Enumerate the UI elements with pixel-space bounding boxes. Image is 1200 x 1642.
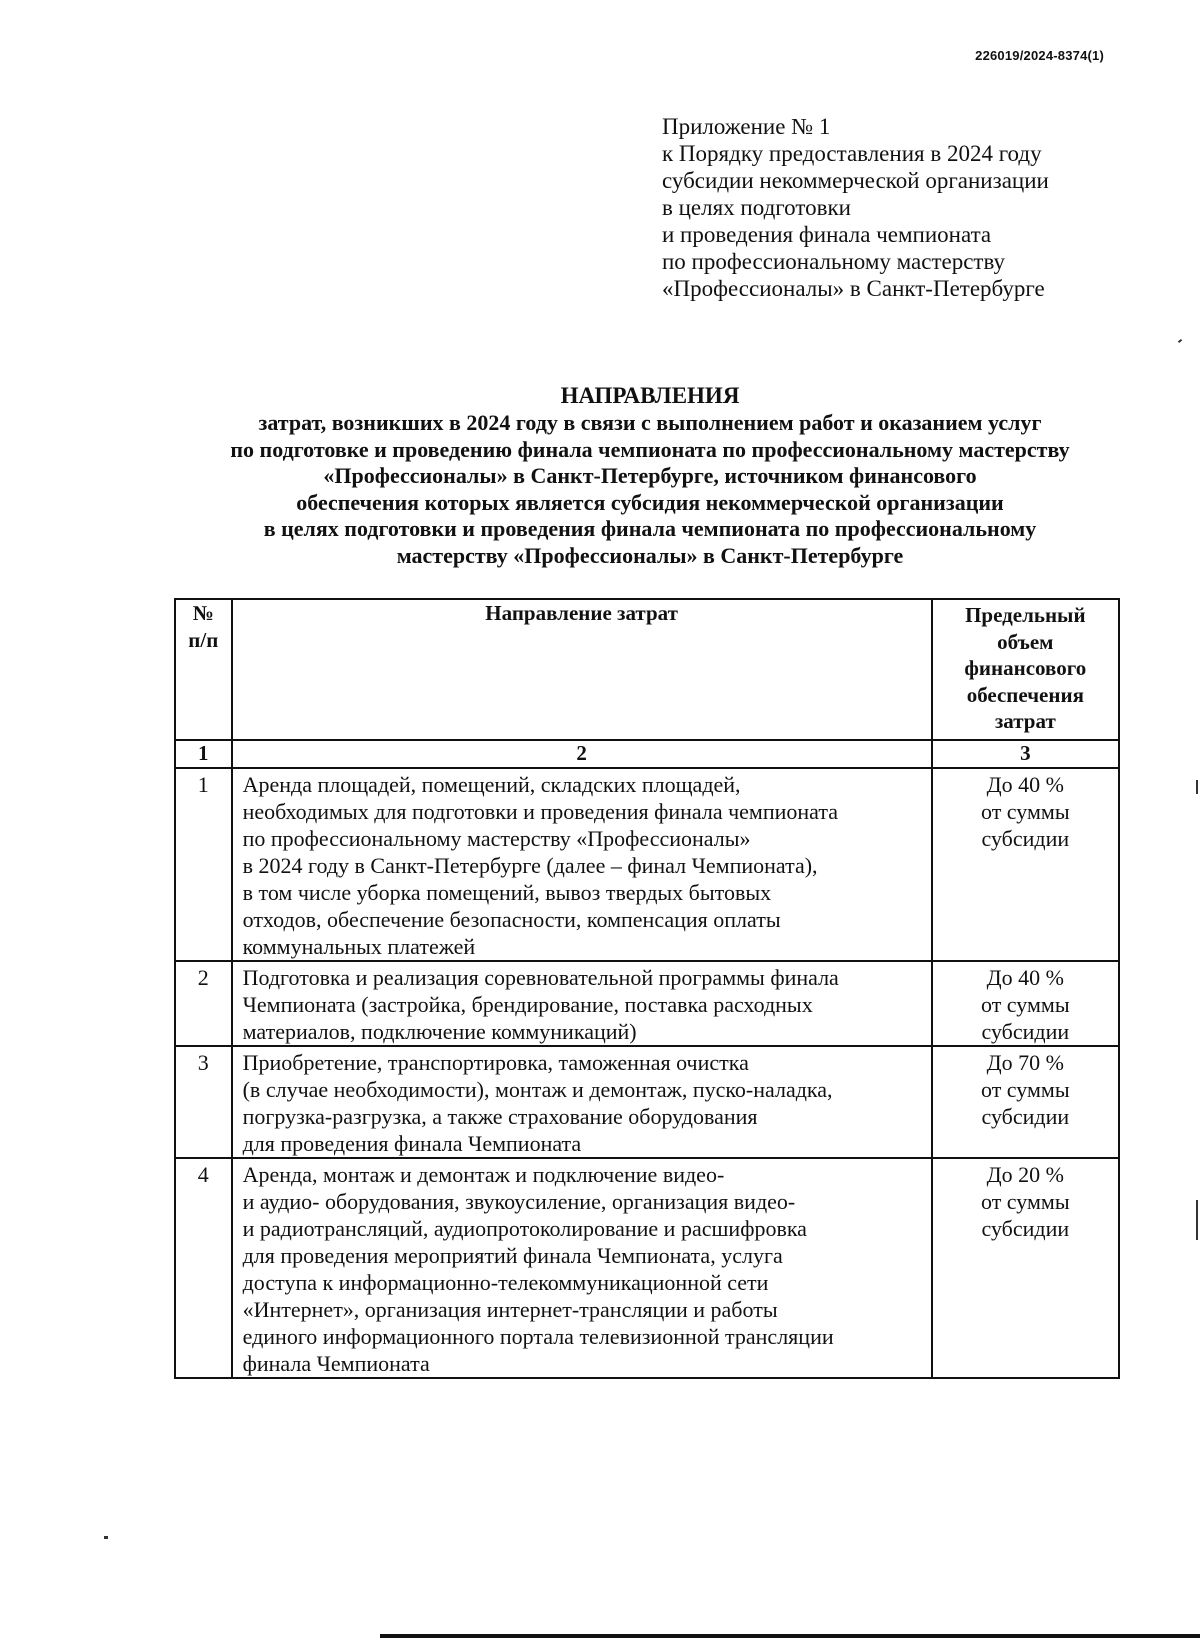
appendix-line: к Порядку предоставления в 2024 году — [662, 141, 1042, 166]
limit-line: от суммы — [980, 1077, 1070, 1102]
limit-line: До 70 % — [986, 1050, 1064, 1075]
table-row — [175, 768, 1119, 961]
description-line: (в случае необходимости), монтаж и демонтаж, пуско-наладка, — [242, 1077, 833, 1102]
limit-line: от суммы — [980, 992, 1070, 1017]
header-direction: Направление затрат — [232, 599, 932, 740]
description-line: в 2024 году в Санкт-Петербурге (далее – финал Чемпионата), — [242, 853, 818, 878]
header-limit-line: обеспечения — [966, 682, 1084, 707]
title-subtitle-line: по подготовке и проведению финала чемпионата по профессиональному мастерству — [230, 436, 1070, 462]
limit-line: субсидии — [981, 1216, 1070, 1241]
appendix-line: субсидии некоммерческой организации — [662, 168, 1049, 193]
document-title — [120, 382, 1180, 569]
limit-line: До 20 % — [986, 1162, 1064, 1187]
scan-artifact — [1196, 780, 1198, 794]
column-number: 2 — [232, 740, 932, 768]
scan-artifact — [1178, 339, 1182, 343]
appendix-line: Приложение № 1 — [662, 114, 831, 139]
limit-line: субсидии — [981, 1104, 1070, 1129]
row-limit — [932, 768, 1119, 961]
limit-line: от суммы — [980, 799, 1070, 824]
title-subtitle-line: затрат, возникших в 2024 году в связи с выполнением работ и оказанием услуг — [258, 410, 1042, 435]
description-line: материалов, подключение коммуникаций) — [242, 1019, 637, 1044]
limit-line: До 40 % — [986, 772, 1064, 797]
row-description — [232, 768, 932, 961]
header-number-line: № — [192, 601, 214, 625]
row-description — [232, 961, 932, 1046]
description-line: Аренда площадей, помещений, складских площадей, — [242, 772, 741, 797]
row-description — [232, 1158, 932, 1378]
row-description — [232, 1046, 932, 1158]
row-number: 3 — [175, 1046, 232, 1158]
row-number: 2 — [175, 961, 232, 1046]
description-line: Приобретение, транспортировка, таможенная очистка — [242, 1050, 749, 1075]
header-limit-line: финансового — [964, 656, 1087, 680]
column-number: 3 — [932, 740, 1119, 768]
limit-line: До 40 % — [986, 965, 1064, 990]
description-line: доступа к информационно-телекоммуникационной сети — [242, 1270, 769, 1295]
column-number: 1 — [175, 740, 232, 768]
scan-artifact — [104, 1536, 108, 1539]
description-line: и аудио- оборудования, звукоусиление, организация видео- — [242, 1189, 796, 1214]
row-limit — [932, 961, 1119, 1046]
header-limit — [932, 599, 1119, 740]
title-subtitle-line: «Профессионалы» в Санкт-Петербурге, источником финансового — [323, 463, 977, 488]
header-number-line: п/п — [188, 627, 219, 652]
row-limit — [932, 1046, 1119, 1158]
row-number: 1 — [175, 768, 232, 961]
description-line: в том числе уборка помещений, вывоз твердых бытовых — [242, 880, 772, 905]
appendix-line: и проведения финала чемпионата — [662, 222, 992, 247]
row-limit — [932, 1158, 1119, 1378]
title-subtitle-line: обеспечения которых является субсидия некоммерческой организации — [296, 489, 1004, 515]
description-line: единого информационного портала телевизионной трансляции — [242, 1324, 834, 1349]
scan-artifact — [1196, 1200, 1198, 1240]
limit-line: субсидии — [981, 1019, 1070, 1044]
description-line: коммунальных платежей — [242, 934, 476, 959]
table-row — [175, 1158, 1119, 1378]
table-header-row — [175, 599, 1119, 740]
appendix-line: по профессиональному мастерству — [662, 249, 1006, 274]
table-row — [175, 1046, 1119, 1158]
appendix-line: «Профессионалы» в Санкт-Петербурге — [662, 276, 1045, 301]
description-line: для проведения финала Чемпионата — [242, 1131, 582, 1156]
description-line: необходимых для подготовки и проведения финала чемпионата — [242, 799, 839, 824]
header-number — [175, 599, 232, 740]
description-line: погрузка-разгрузка, а также страхование оборудования — [242, 1104, 758, 1129]
description-line: Чемпионата (застройка, брендирование, поставка расходных — [242, 992, 813, 1017]
description-line: Аренда, монтаж и демонтаж и подключение видео- — [242, 1162, 725, 1187]
limit-line: субсидии — [981, 826, 1070, 851]
description-line: по профессиональному мастерству «Профессионалы» — [242, 826, 751, 851]
appendix-note — [662, 113, 1092, 302]
title-heading: НАПРАВЛЕНИЯ — [560, 383, 740, 408]
document-id: 226019/2024-8374(1) — [975, 48, 1104, 63]
header-limit-line: затрат — [994, 709, 1056, 733]
column-number-row — [175, 740, 1119, 768]
description-line: финала Чемпионата — [242, 1351, 430, 1376]
description-line: «Интернет», организация интернет-трансляции и работы — [242, 1297, 778, 1322]
description-line: Подготовка и реализация соревновательной программы финала — [242, 965, 839, 990]
description-line: отходов, обеспечение безопасности, компенсация оплаты — [242, 907, 781, 932]
header-limit-line: объем — [997, 629, 1054, 654]
description-line: для проведения мероприятий финала Чемпионата, услуга — [242, 1243, 783, 1268]
appendix-line: в целях подготовки — [662, 195, 851, 220]
description-line: и радиотрансляций, аудиопротоколирование и расшифровка — [242, 1216, 807, 1241]
title-subtitle-line: в целях подготовки и проведения финала чемпионата по профессиональному — [263, 516, 1037, 541]
limit-line: от суммы — [980, 1189, 1070, 1214]
header-limit-line: Предельный — [965, 603, 1086, 627]
cost-directions-table — [174, 598, 1120, 1379]
row-number: 4 — [175, 1158, 232, 1378]
scan-bottom-edge — [380, 1634, 1200, 1638]
table-row — [175, 961, 1119, 1046]
title-subtitle-line: мастерству «Профессионалы» в Санкт-Петербурге — [396, 542, 904, 568]
